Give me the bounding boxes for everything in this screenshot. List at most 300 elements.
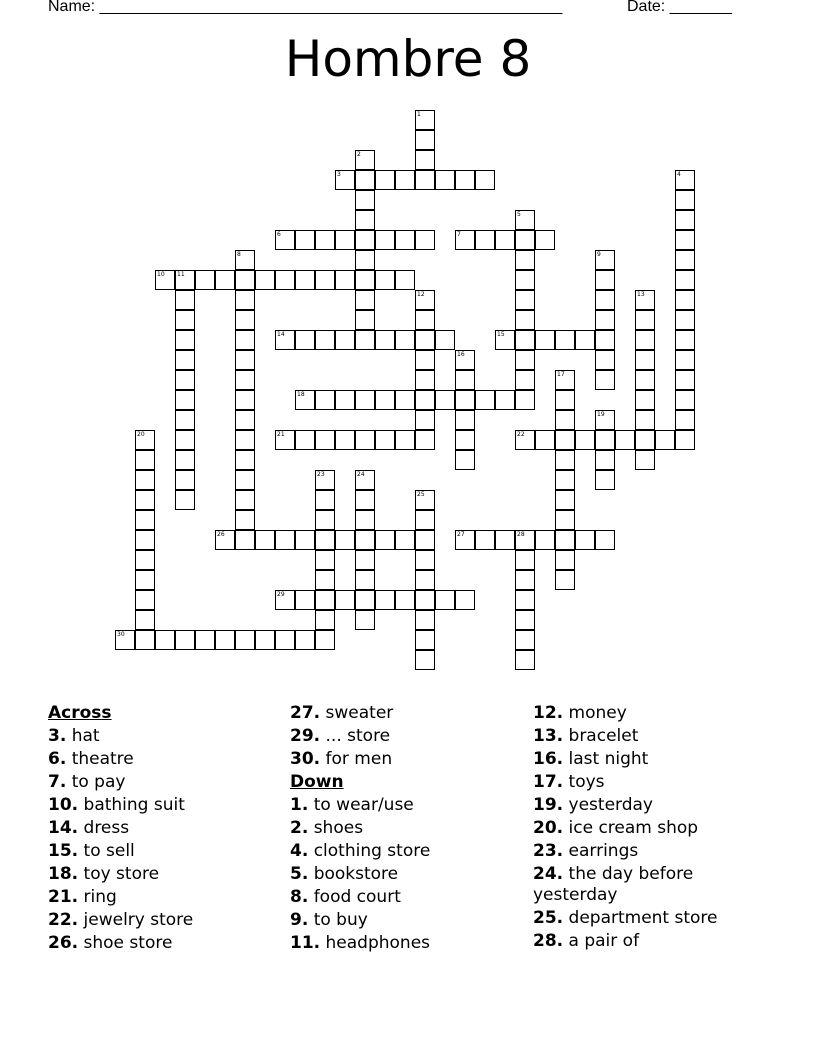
grid-cell[interactable] <box>395 530 415 550</box>
grid-cell[interactable] <box>275 530 295 550</box>
clue-number: 3. <box>48 726 67 746</box>
grid-cell[interactable] <box>295 230 315 250</box>
grid-cell[interactable] <box>415 530 435 550</box>
clue-number: 21. <box>48 887 79 907</box>
grid-cell[interactable] <box>675 390 695 410</box>
grid-cell[interactable] <box>255 270 275 290</box>
grid-cell[interactable] <box>515 330 535 350</box>
grid-cell[interactable] <box>595 530 615 550</box>
grid-cell[interactable] <box>515 550 535 570</box>
name-field-label: Name: ____________________________________________________ <box>48 0 563 15</box>
clue-text: headphones <box>320 933 431 953</box>
grid-cell[interactable] <box>415 390 435 410</box>
grid-cell[interactable] <box>175 390 195 410</box>
clue-text: to pay <box>66 772 126 792</box>
grid-cell[interactable] <box>455 170 475 190</box>
grid-cell[interactable] <box>235 430 255 450</box>
grid-cell[interactable] <box>435 590 455 610</box>
grid-cell[interactable] <box>635 310 655 330</box>
grid-cell[interactable] <box>195 270 215 290</box>
grid-cell[interactable] <box>175 350 195 370</box>
clue-text: last night <box>563 749 649 769</box>
grid-cell[interactable] <box>175 430 195 450</box>
grid-cell[interactable] <box>355 490 375 510</box>
grid-cell[interactable] <box>335 270 355 290</box>
grid-cell[interactable] <box>235 490 255 510</box>
grid-cell[interactable] <box>315 230 335 250</box>
grid-cell[interactable] <box>515 610 535 630</box>
grid-cell[interactable] <box>515 290 535 310</box>
grid-cell[interactable] <box>675 230 695 250</box>
grid-cell[interactable] <box>355 170 375 190</box>
grid-cell[interactable] <box>275 630 295 650</box>
clue-text: bathing suit <box>78 795 185 815</box>
grid-cell[interactable] <box>255 630 275 650</box>
cell-number: 1 <box>417 111 421 118</box>
grid-cell[interactable] <box>235 510 255 530</box>
grid-cell[interactable] <box>475 230 495 250</box>
grid-cell[interactable] <box>255 530 275 550</box>
clue-number: 7. <box>48 772 67 792</box>
grid-cell[interactable] <box>675 250 695 270</box>
grid-cell[interactable] <box>135 450 155 470</box>
grid-cell[interactable] <box>355 570 375 590</box>
grid-cell[interactable] <box>175 310 195 330</box>
clue-text: food court <box>308 887 401 907</box>
clue-item <box>533 772 773 793</box>
clue-number: 9. <box>290 910 309 930</box>
grid-cell[interactable] <box>195 630 215 650</box>
grid-cell[interactable] <box>515 350 535 370</box>
grid-cell[interactable] <box>415 430 435 450</box>
clue-item <box>533 749 773 770</box>
cell-number: 28 <box>517 531 525 538</box>
grid-cell[interactable] <box>555 570 575 590</box>
clue-item <box>48 772 288 793</box>
grid-cell[interactable] <box>575 430 595 450</box>
grid-cell[interactable] <box>555 490 575 510</box>
grid-cell[interactable] <box>635 330 655 350</box>
grid-cell[interactable] <box>435 390 455 410</box>
grid-cell[interactable] <box>415 170 435 190</box>
grid-cell[interactable] <box>595 430 615 450</box>
grid-cell[interactable] <box>515 570 535 590</box>
grid-cell[interactable] <box>675 330 695 350</box>
grid-cell[interactable] <box>235 270 255 290</box>
grid-cell[interactable] <box>575 530 595 550</box>
clue-text: ... store <box>320 726 391 746</box>
grid-cell[interactable] <box>335 390 355 410</box>
grid-cell[interactable] <box>355 230 375 250</box>
grid-cell[interactable] <box>315 430 335 450</box>
clue-text: shoe store <box>78 933 173 953</box>
cell-number: 10 <box>157 271 165 278</box>
grid-cell[interactable] <box>535 430 555 450</box>
grid-cell[interactable] <box>615 430 635 450</box>
clue-number: 6. <box>48 749 67 769</box>
grid-cell[interactable] <box>635 390 655 410</box>
grid-cell[interactable] <box>415 150 435 170</box>
grid-cell[interactable] <box>215 630 235 650</box>
clue-number: 22. <box>48 910 79 930</box>
grid-cell[interactable] <box>495 530 515 550</box>
clue-number: 12. <box>533 703 564 723</box>
grid-cell[interactable] <box>275 270 295 290</box>
grid-cell[interactable] <box>315 510 335 530</box>
grid-cell[interactable] <box>235 530 255 550</box>
cell-number: 16 <box>457 351 465 358</box>
grid-cell[interactable] <box>135 610 155 630</box>
clue-text: shoes <box>308 818 364 838</box>
grid-cell[interactable] <box>415 630 435 650</box>
grid-cell[interactable] <box>675 350 695 370</box>
clue-number: 11. <box>290 933 321 953</box>
clue-number: 4. <box>290 841 309 861</box>
grid-cell[interactable] <box>675 270 695 290</box>
clue-item <box>290 864 530 885</box>
clue-text: department store <box>563 908 718 928</box>
grid-cell[interactable] <box>395 230 415 250</box>
cell-number: 19 <box>597 411 605 418</box>
grid-cell[interactable] <box>395 430 415 450</box>
grid-cell[interactable] <box>635 430 655 450</box>
grid-cell[interactable] <box>535 330 555 350</box>
grid-cell[interactable] <box>595 310 615 330</box>
grid-cell[interactable] <box>395 270 415 290</box>
clue-text: hat <box>66 726 100 746</box>
grid-cell[interactable] <box>515 230 535 250</box>
cell-number: 29 <box>277 591 285 598</box>
grid-cell[interactable] <box>215 270 235 290</box>
grid-cell[interactable] <box>535 230 555 250</box>
cell-number: 26 <box>217 531 225 538</box>
cell-number: 21 <box>277 431 285 438</box>
grid-cell[interactable] <box>515 250 535 270</box>
grid-cell[interactable] <box>635 410 655 430</box>
grid-cell[interactable] <box>295 330 315 350</box>
clue-number: 10. <box>48 795 79 815</box>
clue-column-2 <box>290 703 530 956</box>
clue-text: money <box>563 703 627 723</box>
grid-cell[interactable] <box>415 130 435 150</box>
cell-number: 8 <box>237 251 241 258</box>
grid-cell[interactable] <box>595 290 615 310</box>
grid-cell[interactable] <box>555 550 575 570</box>
clue-text: a pair of <box>563 931 640 951</box>
clue-number: 14. <box>48 818 79 838</box>
grid-cell[interactable] <box>315 270 335 290</box>
cell-number: 4 <box>677 171 681 178</box>
grid-cell[interactable] <box>675 410 695 430</box>
grid-cell[interactable] <box>415 330 435 350</box>
grid-cell[interactable] <box>435 170 455 190</box>
grid-cell[interactable] <box>435 330 455 350</box>
grid-cell[interactable] <box>135 550 155 570</box>
clue-text: ice cream shop <box>563 818 699 838</box>
grid-cell[interactable] <box>595 470 615 490</box>
grid-cell[interactable] <box>235 370 255 390</box>
clue-item <box>290 749 530 770</box>
grid-cell[interactable] <box>235 410 255 430</box>
grid-cell[interactable] <box>175 630 195 650</box>
grid-cell[interactable] <box>475 390 495 410</box>
clue-item <box>533 703 773 724</box>
grid-cell[interactable] <box>295 530 315 550</box>
grid-cell[interactable] <box>375 530 395 550</box>
grid-cell[interactable] <box>355 210 375 230</box>
grid-cell[interactable] <box>355 590 375 610</box>
grid-cell[interactable] <box>415 310 435 330</box>
clue-number: 1. <box>290 795 309 815</box>
grid-cell[interactable] <box>595 330 615 350</box>
grid-cell[interactable] <box>375 330 395 350</box>
clue-item <box>48 864 288 885</box>
clue-item <box>290 933 530 954</box>
grid-cell[interactable] <box>415 590 435 610</box>
grid-cell[interactable] <box>315 610 335 630</box>
grid-cell[interactable] <box>175 370 195 390</box>
clue-text: bracelet <box>563 726 639 746</box>
grid-cell[interactable] <box>535 530 555 550</box>
grid-cell[interactable] <box>315 590 335 610</box>
clue-text: earrings <box>563 841 639 861</box>
grid-cell[interactable] <box>315 550 335 570</box>
grid-cell[interactable] <box>355 550 375 570</box>
grid-cell[interactable] <box>235 310 255 330</box>
grid-cell[interactable] <box>235 630 255 650</box>
clue-item <box>48 887 288 908</box>
cell-number: 13 <box>637 291 645 298</box>
grid-cell[interactable] <box>635 350 655 370</box>
grid-cell[interactable] <box>455 590 475 610</box>
grid-cell[interactable] <box>295 270 315 290</box>
grid-cell[interactable] <box>355 270 375 290</box>
grid-cell[interactable] <box>395 330 415 350</box>
grid-cell[interactable] <box>295 630 315 650</box>
grid-cell[interactable] <box>135 490 155 510</box>
grid-cell[interactable] <box>555 510 575 530</box>
grid-cell[interactable] <box>315 530 335 550</box>
grid-cell[interactable] <box>355 330 375 350</box>
cell-number: 5 <box>517 211 521 218</box>
grid-cell[interactable] <box>675 310 695 330</box>
grid-cell[interactable] <box>575 330 595 350</box>
grid-cell[interactable] <box>335 330 355 350</box>
grid-cell[interactable] <box>355 610 375 630</box>
grid-cell[interactable] <box>675 430 695 450</box>
grid-cell[interactable] <box>455 410 475 430</box>
grid-cell[interactable] <box>335 590 355 610</box>
clue-text: bookstore <box>308 864 399 884</box>
grid-cell[interactable] <box>415 610 435 630</box>
clue-column-3 <box>533 703 773 954</box>
grid-cell[interactable] <box>135 510 155 530</box>
grid-cell[interactable] <box>395 170 415 190</box>
grid-cell[interactable] <box>355 510 375 530</box>
grid-cell[interactable] <box>595 450 615 470</box>
grid-cell[interactable] <box>515 630 535 650</box>
grid-cell[interactable] <box>355 290 375 310</box>
grid-cell[interactable] <box>235 290 255 310</box>
grid-cell[interactable] <box>555 390 575 410</box>
grid-cell[interactable] <box>375 170 395 190</box>
grid-cell[interactable] <box>635 450 655 470</box>
grid-cell[interactable] <box>515 390 535 410</box>
grid-cell[interactable] <box>235 470 255 490</box>
clue-number: 17. <box>533 772 564 792</box>
grid-cell[interactable] <box>675 370 695 390</box>
grid-cell[interactable] <box>395 390 415 410</box>
grid-cell[interactable] <box>235 450 255 470</box>
grid-cell[interactable] <box>375 270 395 290</box>
grid-cell[interactable] <box>555 410 575 430</box>
grid-cell[interactable] <box>475 170 495 190</box>
grid-cell[interactable] <box>595 350 615 370</box>
grid-cell[interactable] <box>235 390 255 410</box>
clue-text: jewelry store <box>78 910 194 930</box>
clue-item <box>290 818 530 839</box>
cell-number: 20 <box>137 431 145 438</box>
cell-number: 18 <box>297 391 305 398</box>
grid-cell[interactable] <box>555 450 575 470</box>
clue-number: 27. <box>290 703 321 723</box>
clue-item <box>533 818 773 839</box>
clue-number: 18. <box>48 864 79 884</box>
cell-number: 6 <box>277 231 281 238</box>
clue-heading: Down <box>290 772 344 792</box>
grid-cell[interactable] <box>455 430 475 450</box>
grid-cell[interactable] <box>675 190 695 210</box>
grid-cell[interactable] <box>315 390 335 410</box>
clue-item <box>290 910 530 931</box>
grid-cell[interactable] <box>395 590 415 610</box>
grid-cell[interactable] <box>135 570 155 590</box>
grid-cell[interactable] <box>595 370 615 390</box>
clue-number: 15. <box>48 841 79 861</box>
grid-cell[interactable] <box>415 550 435 570</box>
clue-item <box>533 864 773 906</box>
grid-cell[interactable] <box>515 370 535 390</box>
grid-cell[interactable] <box>415 350 435 370</box>
grid-cell[interactable] <box>175 410 195 430</box>
grid-cell[interactable] <box>355 390 375 410</box>
grid-cell[interactable] <box>175 330 195 350</box>
clue-text: the day before yesterday <box>533 864 694 905</box>
grid-cell[interactable] <box>315 490 335 510</box>
grid-cell[interactable] <box>515 270 535 290</box>
grid-cell[interactable] <box>235 350 255 370</box>
clue-number: 24. <box>533 864 564 884</box>
grid-cell[interactable] <box>475 530 495 550</box>
page-title: Hombre 8 <box>284 30 532 88</box>
grid-cell[interactable] <box>595 270 615 290</box>
grid-cell[interactable] <box>315 570 335 590</box>
grid-cell[interactable] <box>335 530 355 550</box>
clue-item <box>290 726 530 747</box>
grid-cell[interactable] <box>175 290 195 310</box>
clue-number: 19. <box>533 795 564 815</box>
grid-cell[interactable] <box>135 630 155 650</box>
grid-cell[interactable] <box>555 530 575 550</box>
grid-cell[interactable] <box>555 430 575 450</box>
clue-item <box>48 910 288 931</box>
grid-cell[interactable] <box>515 650 535 670</box>
cell-number: 7 <box>457 231 461 238</box>
grid-cell[interactable] <box>655 430 675 450</box>
grid-cell[interactable] <box>415 410 435 430</box>
clue-item <box>533 841 773 862</box>
cell-number: 12 <box>417 291 425 298</box>
grid-cell[interactable] <box>335 430 355 450</box>
grid-cell[interactable] <box>415 570 435 590</box>
grid-cell[interactable] <box>375 230 395 250</box>
grid-cell[interactable] <box>135 470 155 490</box>
grid-cell[interactable] <box>295 590 315 610</box>
grid-cell[interactable] <box>175 470 195 490</box>
grid-cell[interactable] <box>175 490 195 510</box>
grid-cell[interactable] <box>355 250 375 270</box>
grid-cell[interactable] <box>315 330 335 350</box>
grid-cell[interactable] <box>135 530 155 550</box>
clue-text: toy store <box>78 864 160 884</box>
clue-number: 25. <box>533 908 564 928</box>
grid-cell[interactable] <box>415 650 435 670</box>
grid-cell[interactable] <box>135 590 155 610</box>
grid-cell[interactable] <box>375 590 395 610</box>
grid-cell[interactable] <box>515 590 535 610</box>
grid-cell[interactable] <box>175 450 195 470</box>
grid-cell[interactable] <box>675 290 695 310</box>
grid-cell[interactable] <box>635 370 655 390</box>
clue-number: 5. <box>290 864 309 884</box>
grid-cell[interactable] <box>155 630 175 650</box>
clue-heading: Across <box>48 703 112 723</box>
grid-cell[interactable] <box>555 330 575 350</box>
date-field-label: Date: _______ <box>627 0 732 15</box>
grid-cell[interactable] <box>495 230 515 250</box>
clue-number: 26. <box>48 933 79 953</box>
grid-cell[interactable] <box>355 530 375 550</box>
grid-cell[interactable] <box>455 450 475 470</box>
clue-item <box>48 795 288 816</box>
grid-cell[interactable] <box>515 310 535 330</box>
grid-cell[interactable] <box>415 230 435 250</box>
grid-cell[interactable] <box>455 370 475 390</box>
clue-text: clothing store <box>308 841 431 861</box>
grid-cell[interactable] <box>335 230 355 250</box>
grid-cell[interactable] <box>355 310 375 330</box>
grid-cell[interactable] <box>415 510 435 530</box>
grid-cell[interactable] <box>455 390 475 410</box>
grid-cell[interactable] <box>295 430 315 450</box>
grid-cell[interactable] <box>375 390 395 410</box>
clue-item <box>533 726 773 747</box>
clue-item <box>290 703 530 724</box>
grid-cell[interactable] <box>415 370 435 390</box>
clue-item <box>533 931 773 952</box>
cell-number: 3 <box>337 171 341 178</box>
cell-number: 14 <box>277 331 285 338</box>
grid-cell[interactable] <box>555 470 575 490</box>
grid-cell[interactable] <box>355 430 375 450</box>
grid-cell[interactable] <box>235 330 255 350</box>
grid-cell[interactable] <box>495 390 515 410</box>
clue-text: for men <box>320 749 393 769</box>
grid-cell[interactable] <box>355 190 375 210</box>
grid-cell[interactable] <box>675 210 695 230</box>
grid-cell[interactable] <box>375 430 395 450</box>
grid-cell[interactable] <box>315 630 335 650</box>
